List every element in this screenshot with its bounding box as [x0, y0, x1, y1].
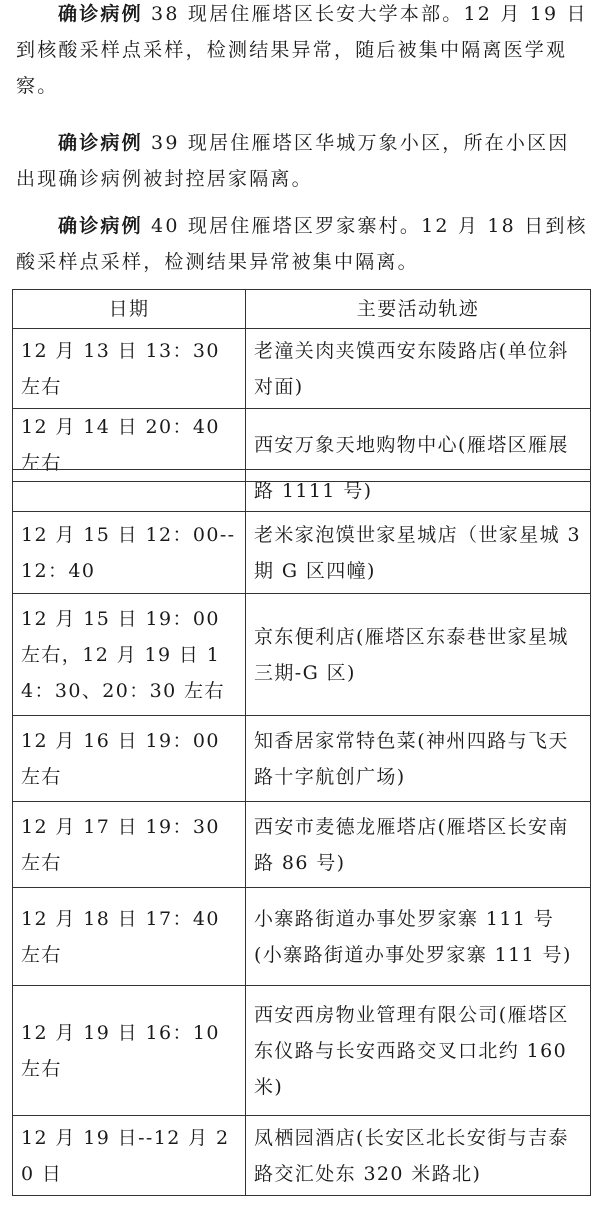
case-40-paragraph [16, 208, 590, 280]
row-date: 12 月 17 日 19：30 左右 [13, 802, 246, 888]
table-row [13, 986, 591, 1116]
case-40-lead: 确诊病例 [58, 215, 143, 237]
row-date: 12 月 14 日 20：40 左右 [13, 409, 246, 482]
table-row [13, 512, 591, 594]
header-date: 日期 [13, 290, 246, 329]
row-date: 12 月 16 日 19：00 左右 [13, 716, 246, 802]
row-activity: 老潼关肉夹馍西安东陵路店(单位斜对面) [246, 329, 591, 409]
itinerary-table-part-1 [12, 289, 591, 482]
row-date [13, 470, 246, 512]
row-date: 12 月 15 日 19：00 左右，12 月 19 日 14：30、20：30 左右 [13, 594, 246, 716]
row-date: 12 月 19 日--12 月 20 日 [13, 1116, 246, 1196]
table-row [13, 329, 591, 409]
case-38-paragraph [16, 0, 590, 104]
case-38-text: 38 现居住雁塔区长安大学本部。12 月 19 日到核酸采样点采样，检测结果异常，随后被集中隔离医学观察。 [16, 3, 588, 97]
table-row [13, 1116, 591, 1196]
row-date: 12 月 18 日 17：40 左右 [13, 888, 246, 986]
row-activity: 知香居家常特色菜(神州四路与飞天路十字航创广场) [246, 716, 591, 802]
row-activity: 京东便利店(雁塔区东泰巷世家星城三期-G 区) [246, 594, 591, 716]
table-row [13, 594, 591, 716]
row-activity: 路 1111 号) [246, 470, 591, 512]
table-row [13, 888, 591, 986]
row-activity: 西安西房物业管理有限公司(雁塔区东仪路与长安西路交叉口北约 160 米) [246, 986, 591, 1116]
case-39-lead: 确诊病例 [58, 132, 143, 154]
row-activity: 小寨路街道办事处罗家寨 111 号(小寨路街道办事处罗家寨 111 号) [246, 888, 591, 986]
row-activity: 西安市麦德龙雁塔店(雁塔区长安南路 86 号) [246, 802, 591, 888]
case-39-text: 39 现居住雁塔区华城万象小区，所在小区因出现确诊病例被封控居家隔离。 [16, 132, 570, 190]
row-date: 12 月 19 日 16：10 左右 [13, 986, 246, 1116]
case-40-text: 40 现居住雁塔区罗家寨村。12 月 18 日到核酸采样点采样，检测结果异常被集中隔离。 [16, 215, 588, 273]
table-row [13, 802, 591, 888]
table-row [13, 470, 591, 512]
case-39-paragraph [16, 125, 590, 197]
table-header-row [13, 290, 591, 329]
row-activity: 凤栖园酒店(长安区北长安街与吉泰路交汇处东 320 米路北) [246, 1116, 591, 1196]
row-activity: 西安万象天地购物中心(雁塔区雁展 [246, 409, 591, 482]
header-activity: 主要活动轨迹 [246, 290, 591, 329]
itinerary-table-part-2 [12, 469, 591, 1196]
row-date: 12 月 13 日 13：30 左右 [13, 329, 246, 409]
table-row [13, 716, 591, 802]
case-38-lead: 确诊病例 [58, 3, 143, 25]
row-date: 12 月 15 日 12：00--12：40 [13, 512, 246, 594]
row-activity: 老米家泡馍世家星城店（世家星城 3 期 G 区四幢) [246, 512, 591, 594]
